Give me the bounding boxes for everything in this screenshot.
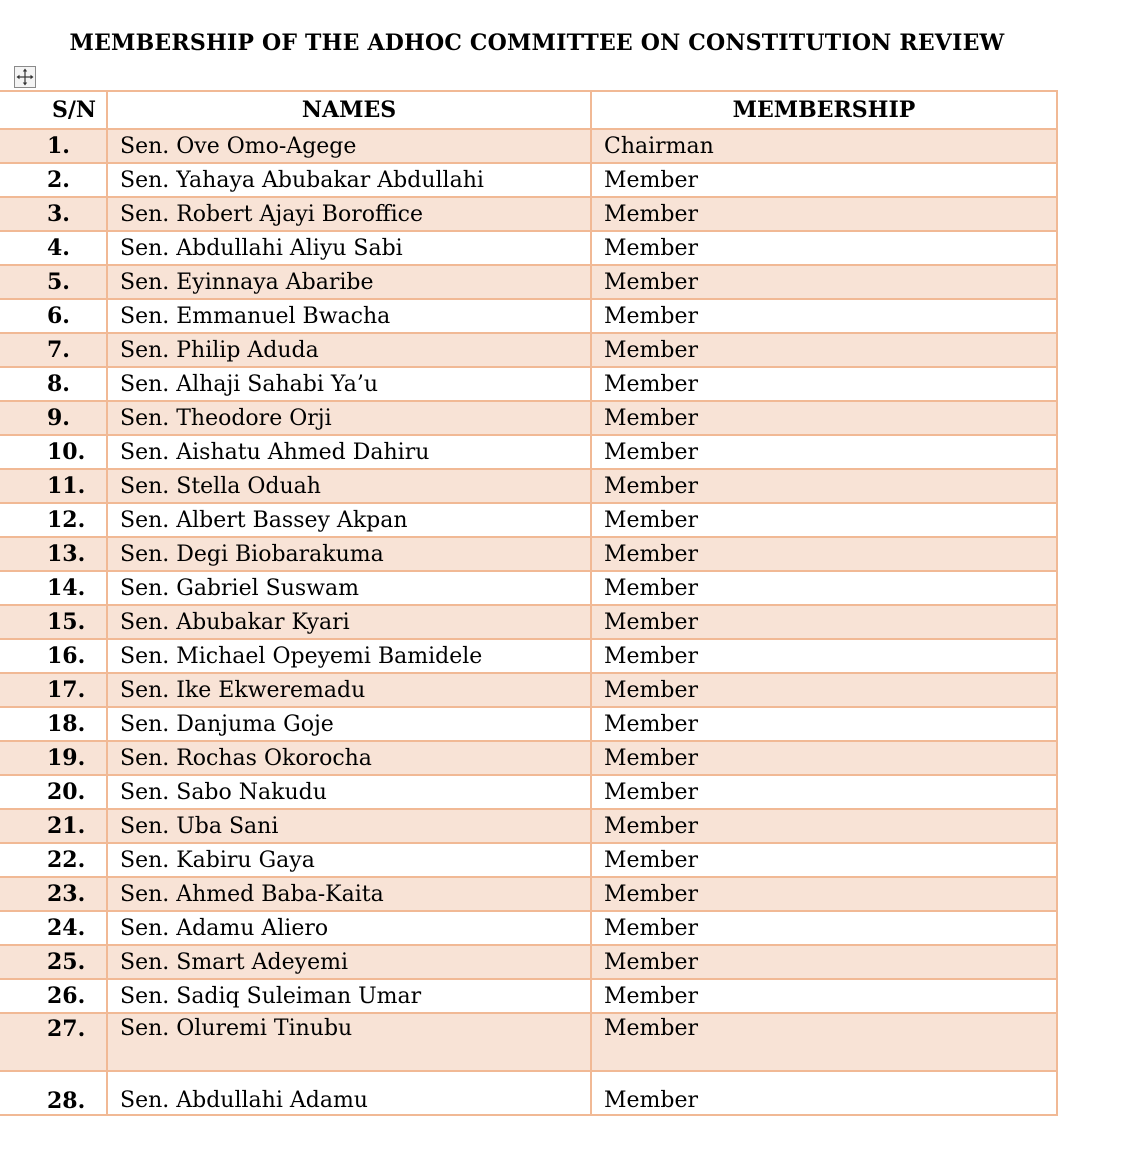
header-names: NAMES	[107, 91, 591, 129]
table-row	[0, 945, 1057, 979]
row-senator-name: Sen. Albert Bassey Akpan	[107, 503, 591, 537]
row-membership-role: Member	[591, 707, 1057, 741]
header-membership: MEMBERSHIP	[591, 91, 1057, 129]
row-membership-role: Member	[591, 197, 1057, 231]
row-senator-name: Sen. Theodore Orji	[107, 401, 591, 435]
table-row	[0, 843, 1057, 877]
row-senator-name: Sen. Michael Opeyemi Bamidele	[107, 639, 591, 673]
table-row	[0, 775, 1057, 809]
row-senator-name: Sen. Alhaji Sahabi Ya’u	[107, 367, 591, 401]
row-serial-number: 20.	[0, 775, 107, 809]
row-senator-name: Sen. Abdullahi Aliyu Sabi	[107, 231, 591, 265]
row-senator-name: Sen. Robert Ajayi Boroffice	[107, 197, 591, 231]
row-senator-name: Sen. Aishatu Ahmed Dahiru	[107, 435, 591, 469]
row-senator-name: Sen. Rochas Okorocha	[107, 741, 591, 775]
table-row	[0, 673, 1057, 707]
table-header-row	[0, 91, 1057, 129]
table-row	[0, 979, 1057, 1013]
row-serial-number: 14.	[0, 571, 107, 605]
table-row	[0, 537, 1057, 571]
row-senator-name: Sen. Oluremi Tinubu	[107, 1013, 591, 1071]
row-senator-name: Sen. Eyinnaya Abaribe	[107, 265, 591, 299]
table-row	[0, 333, 1057, 367]
table-row	[0, 707, 1057, 741]
row-membership-role: Member	[591, 367, 1057, 401]
row-serial-number: 18.	[0, 707, 107, 741]
table-row	[0, 231, 1057, 265]
row-senator-name: Sen. Yahaya Abubakar Abdullahi	[107, 163, 591, 197]
table-row	[0, 197, 1057, 231]
row-membership-role: Member	[591, 231, 1057, 265]
row-serial-number: 28.	[0, 1071, 107, 1115]
table-row	[0, 1013, 1057, 1071]
row-membership-role: Member	[591, 163, 1057, 197]
row-serial-number: 19.	[0, 741, 107, 775]
row-serial-number: 9.	[0, 401, 107, 435]
page-title: MEMBERSHIP OF THE ADHOC COMMITTEE ON CONSTITUTION REVIEW	[69, 30, 1005, 56]
row-senator-name: Sen. Sabo Nakudu	[107, 775, 591, 809]
row-serial-number: 22.	[0, 843, 107, 877]
row-serial-number: 17.	[0, 673, 107, 707]
row-serial-number: 8.	[0, 367, 107, 401]
row-serial-number: 12.	[0, 503, 107, 537]
row-membership-role: Member	[591, 605, 1057, 639]
row-membership-role: Member	[591, 639, 1057, 673]
row-membership-role: Member	[591, 571, 1057, 605]
row-senator-name: Sen. Gabriel Suswam	[107, 571, 591, 605]
row-membership-role: Member	[591, 333, 1057, 367]
row-serial-number: 10.	[0, 435, 107, 469]
table-row	[0, 469, 1057, 503]
table-row	[0, 605, 1057, 639]
table-row	[0, 1071, 1057, 1115]
row-serial-number: 23.	[0, 877, 107, 911]
table-row	[0, 571, 1057, 605]
row-serial-number: 16.	[0, 639, 107, 673]
row-membership-role: Member	[591, 265, 1057, 299]
row-membership-role: Member	[591, 401, 1057, 435]
row-membership-role: Member	[591, 843, 1057, 877]
row-senator-name: Sen. Emmanuel Bwacha	[107, 299, 591, 333]
row-senator-name: Sen. Stella Oduah	[107, 469, 591, 503]
table-row	[0, 299, 1057, 333]
row-membership-role: Chairman	[591, 129, 1057, 163]
row-membership-role: Member	[591, 503, 1057, 537]
row-senator-name: Sen. Ove Omo-Agege	[107, 129, 591, 163]
row-serial-number: 7.	[0, 333, 107, 367]
table-row	[0, 911, 1057, 945]
table-row	[0, 129, 1057, 163]
row-serial-number: 21.	[0, 809, 107, 843]
row-membership-role: Member	[591, 1071, 1057, 1115]
row-membership-role: Member	[591, 911, 1057, 945]
row-senator-name: Sen. Philip Aduda	[107, 333, 591, 367]
row-serial-number: 6.	[0, 299, 107, 333]
row-senator-name: Sen. Ike Ekweremadu	[107, 673, 591, 707]
table-row	[0, 435, 1057, 469]
table-row	[0, 163, 1057, 197]
row-senator-name: Sen. Abdullahi Adamu	[107, 1071, 591, 1115]
row-serial-number: 13.	[0, 537, 107, 571]
row-serial-number: 25.	[0, 945, 107, 979]
row-senator-name: Sen. Adamu Aliero	[107, 911, 591, 945]
table-row	[0, 503, 1057, 537]
row-membership-role: Member	[591, 945, 1057, 979]
row-senator-name: Sen. Uba Sani	[107, 809, 591, 843]
row-serial-number: 26.	[0, 979, 107, 1013]
row-membership-role: Member	[591, 877, 1057, 911]
row-serial-number: 4.	[0, 231, 107, 265]
table-row	[0, 401, 1057, 435]
row-membership-role: Member	[591, 1013, 1057, 1071]
row-membership-role: Member	[591, 469, 1057, 503]
membership-table	[0, 90, 1058, 1116]
row-senator-name: Sen. Danjuma Goje	[107, 707, 591, 741]
table-row	[0, 809, 1057, 843]
row-serial-number: 24.	[0, 911, 107, 945]
row-senator-name: Sen. Smart Adeyemi	[107, 945, 591, 979]
row-membership-role: Member	[591, 979, 1057, 1013]
table-row	[0, 639, 1057, 673]
table-row	[0, 877, 1057, 911]
row-membership-role: Member	[591, 537, 1057, 571]
table-row	[0, 741, 1057, 775]
row-serial-number: 2.	[0, 163, 107, 197]
row-membership-role: Member	[591, 673, 1057, 707]
row-membership-role: Member	[591, 775, 1057, 809]
row-serial-number: 1.	[0, 129, 107, 163]
row-senator-name: Sen. Sadiq Suleiman Umar	[107, 979, 591, 1013]
table-body	[0, 129, 1057, 1115]
row-serial-number: 3.	[0, 197, 107, 231]
row-serial-number: 11.	[0, 469, 107, 503]
table-row	[0, 367, 1057, 401]
row-senator-name: Sen. Ahmed Baba-Kaita	[107, 877, 591, 911]
row-membership-role: Member	[591, 809, 1057, 843]
row-senator-name: Sen. Abubakar Kyari	[107, 605, 591, 639]
row-senator-name: Sen. Kabiru Gaya	[107, 843, 591, 877]
table-row	[0, 265, 1057, 299]
header-sn: S/N	[0, 91, 107, 129]
row-membership-role: Member	[591, 741, 1057, 775]
row-serial-number: 15.	[0, 605, 107, 639]
move-arrows-icon[interactable]	[14, 66, 36, 88]
row-serial-number: 27.	[0, 1013, 107, 1071]
row-membership-role: Member	[591, 435, 1057, 469]
row-serial-number: 5.	[0, 265, 107, 299]
row-senator-name: Sen. Degi Biobarakuma	[107, 537, 591, 571]
row-membership-role: Member	[591, 299, 1057, 333]
